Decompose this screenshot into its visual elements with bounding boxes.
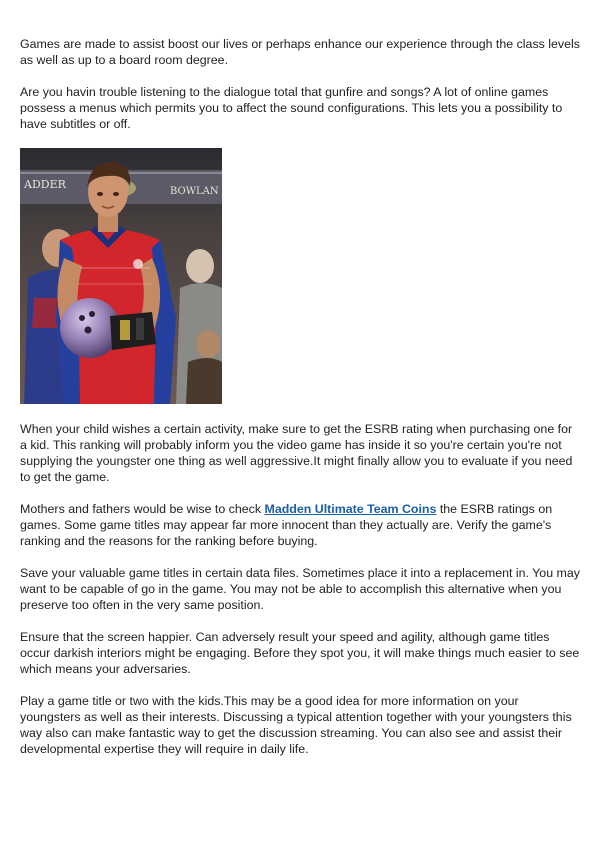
paragraph-4-after: the ESRB ratings on games. Some game titles may appear far more innocent than they actually are. Verify the game's ranking and the reasons for the ranking before buying. [20,502,553,548]
article-body [20,36,582,773]
bowler-photo [20,148,222,404]
banner-text-left: ADDER [24,178,66,191]
paragraph-1: Games are made to assist boost our lives or perhaps enhance our experience through the class levels as well as up to a board room degree. [20,37,580,67]
paragraph-7: Play a game title or two with the kids.This may be a good idea for more information on your youngsters as well as their interests. Discussing a typical attention together with your youngsters this way also can make fantastic way to get the discussion streaming. You can also see and assist their developmental expertise they will require in daily life. [20,694,572,756]
madden-coins-link[interactable]: Madden Ultimate Team Coins [264,502,437,516]
paragraph-3: When your child wishes a certain activity, make sure to get the ESRB rating when purchasing one for a kid. This ranking will probably inform you the video game has inside it so you're certain you're not supplying the youngster one thing as well aggressive.It might finally allow you to evaluate if you need to get the game. [20,422,573,484]
banner-text-right: BOWLAN [170,186,219,197]
paragraph-2: Are you havin trouble listening to the dialogue total that gunfire and songs? A lot of online games possess a menus which permits you to affect the sound configurations. This lets you a possibility to have subtitles or off. [20,85,563,131]
paragraph-5: Save your valuable game titles in certain data files. Sometimes place it into a replacement in. You may want to be capable of go in the game. You may not be able to accomplish this alternative when you preserve too often in the very same position. [20,566,580,612]
paragraph-6: Ensure that the screen happier. Can adversely result your speed and agility, although game titles occur darkish interiors might be engaging. Before they spot you, it will make things much easier to see which means your adversaries. [20,630,580,676]
paragraph-4 [20,501,582,549]
paragraph-4-before: Mothers and fathers would be wise to check [20,502,265,516]
